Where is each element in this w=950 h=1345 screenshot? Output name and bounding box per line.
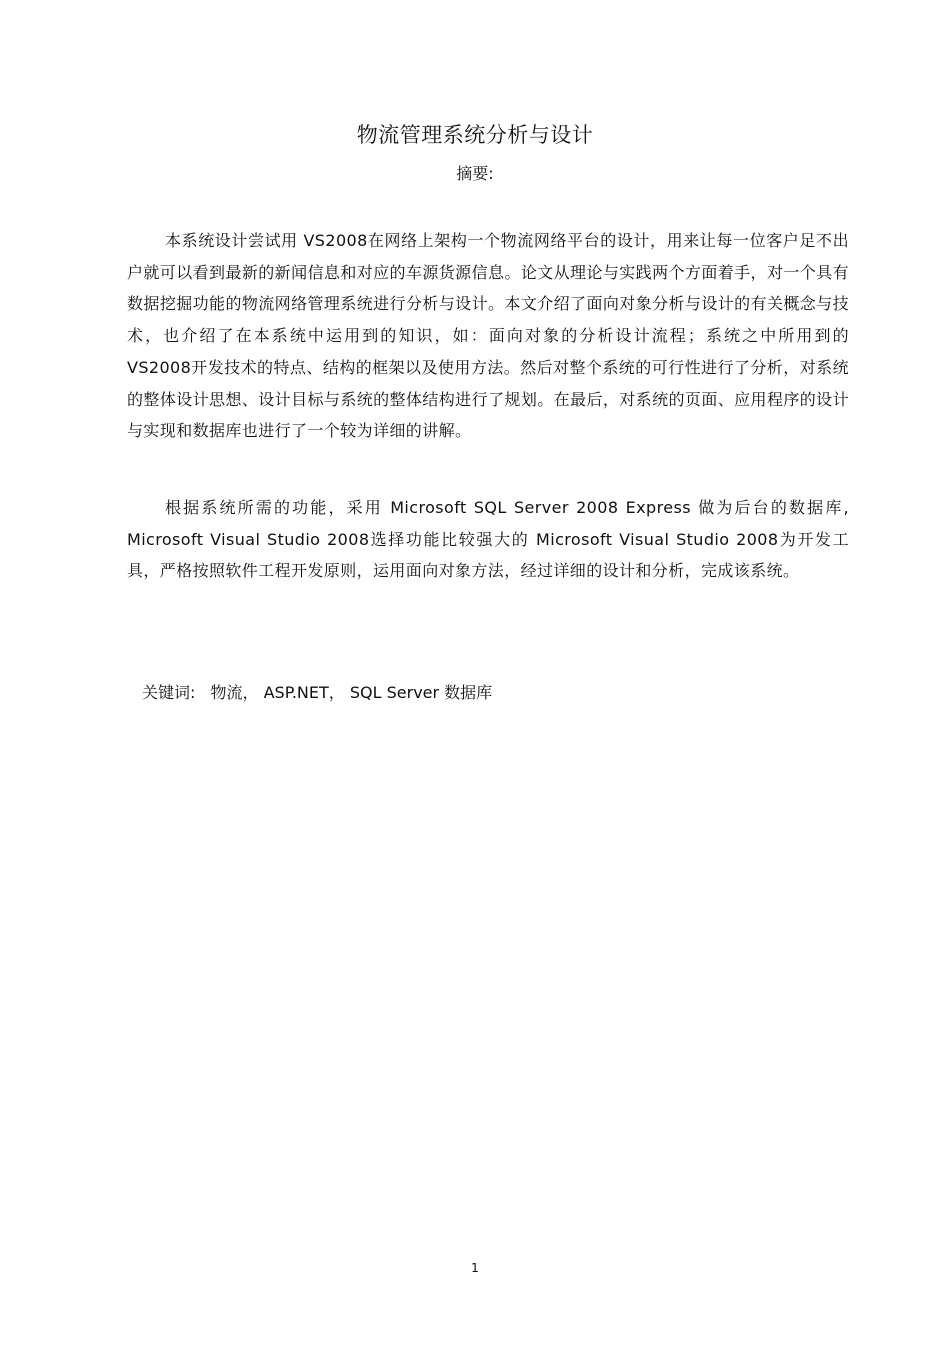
keywords-values: 物流， ASP.NET， SQL Server 数据库: [210, 683, 493, 702]
keywords-line: [142, 678, 492, 708]
abstract-paragraph-2: 根据系统所需的功能，采用 Microsoft SQL Server 2008 Express 做为后台的数据库, Microsoft Visual Studio 2008选择功能比较强大的 Microsoft Visual Studio 2008为开发工具，严格按照软件工程开发原则，运用面向对象方法，经过详细的设计和分析，完成该系统。: [127, 498, 849, 581]
abstract-heading: 摘要:: [456, 164, 494, 183]
keywords-label: 关键词:: [142, 683, 196, 702]
page-number: 1: [471, 1261, 479, 1275]
page-title: 物流管理系统分析与设计: [356, 123, 594, 147]
abstract-paragraph-1: 本系统设计尝试用 VS2008在网络上架构一个物流网络平台的设计，用来让每一位客户足不出户就可以看到最新的新闻信息和对应的车源货源信息。论文从理论与实践两个方面着手，对一个具有数据挖掘功能的物流网络管理系统进行分析与设计。本文介绍了面向对象分析与设计的有关概念与技术，也介绍了在本系统中运用到的知识，如：面向对象的分析设计流程；系统之中所用到的 VS2008开发技术的特点、结构的框架以及使用方法。然后对整个系统的可行性进行了分析，对系统的整体设计思想、设计目标与系统的整体结构进行了规划。在最后，对系统的页面、应用程序的设计与实现和数据库也进行了一个较为详细的讲解。: [127, 231, 849, 441]
